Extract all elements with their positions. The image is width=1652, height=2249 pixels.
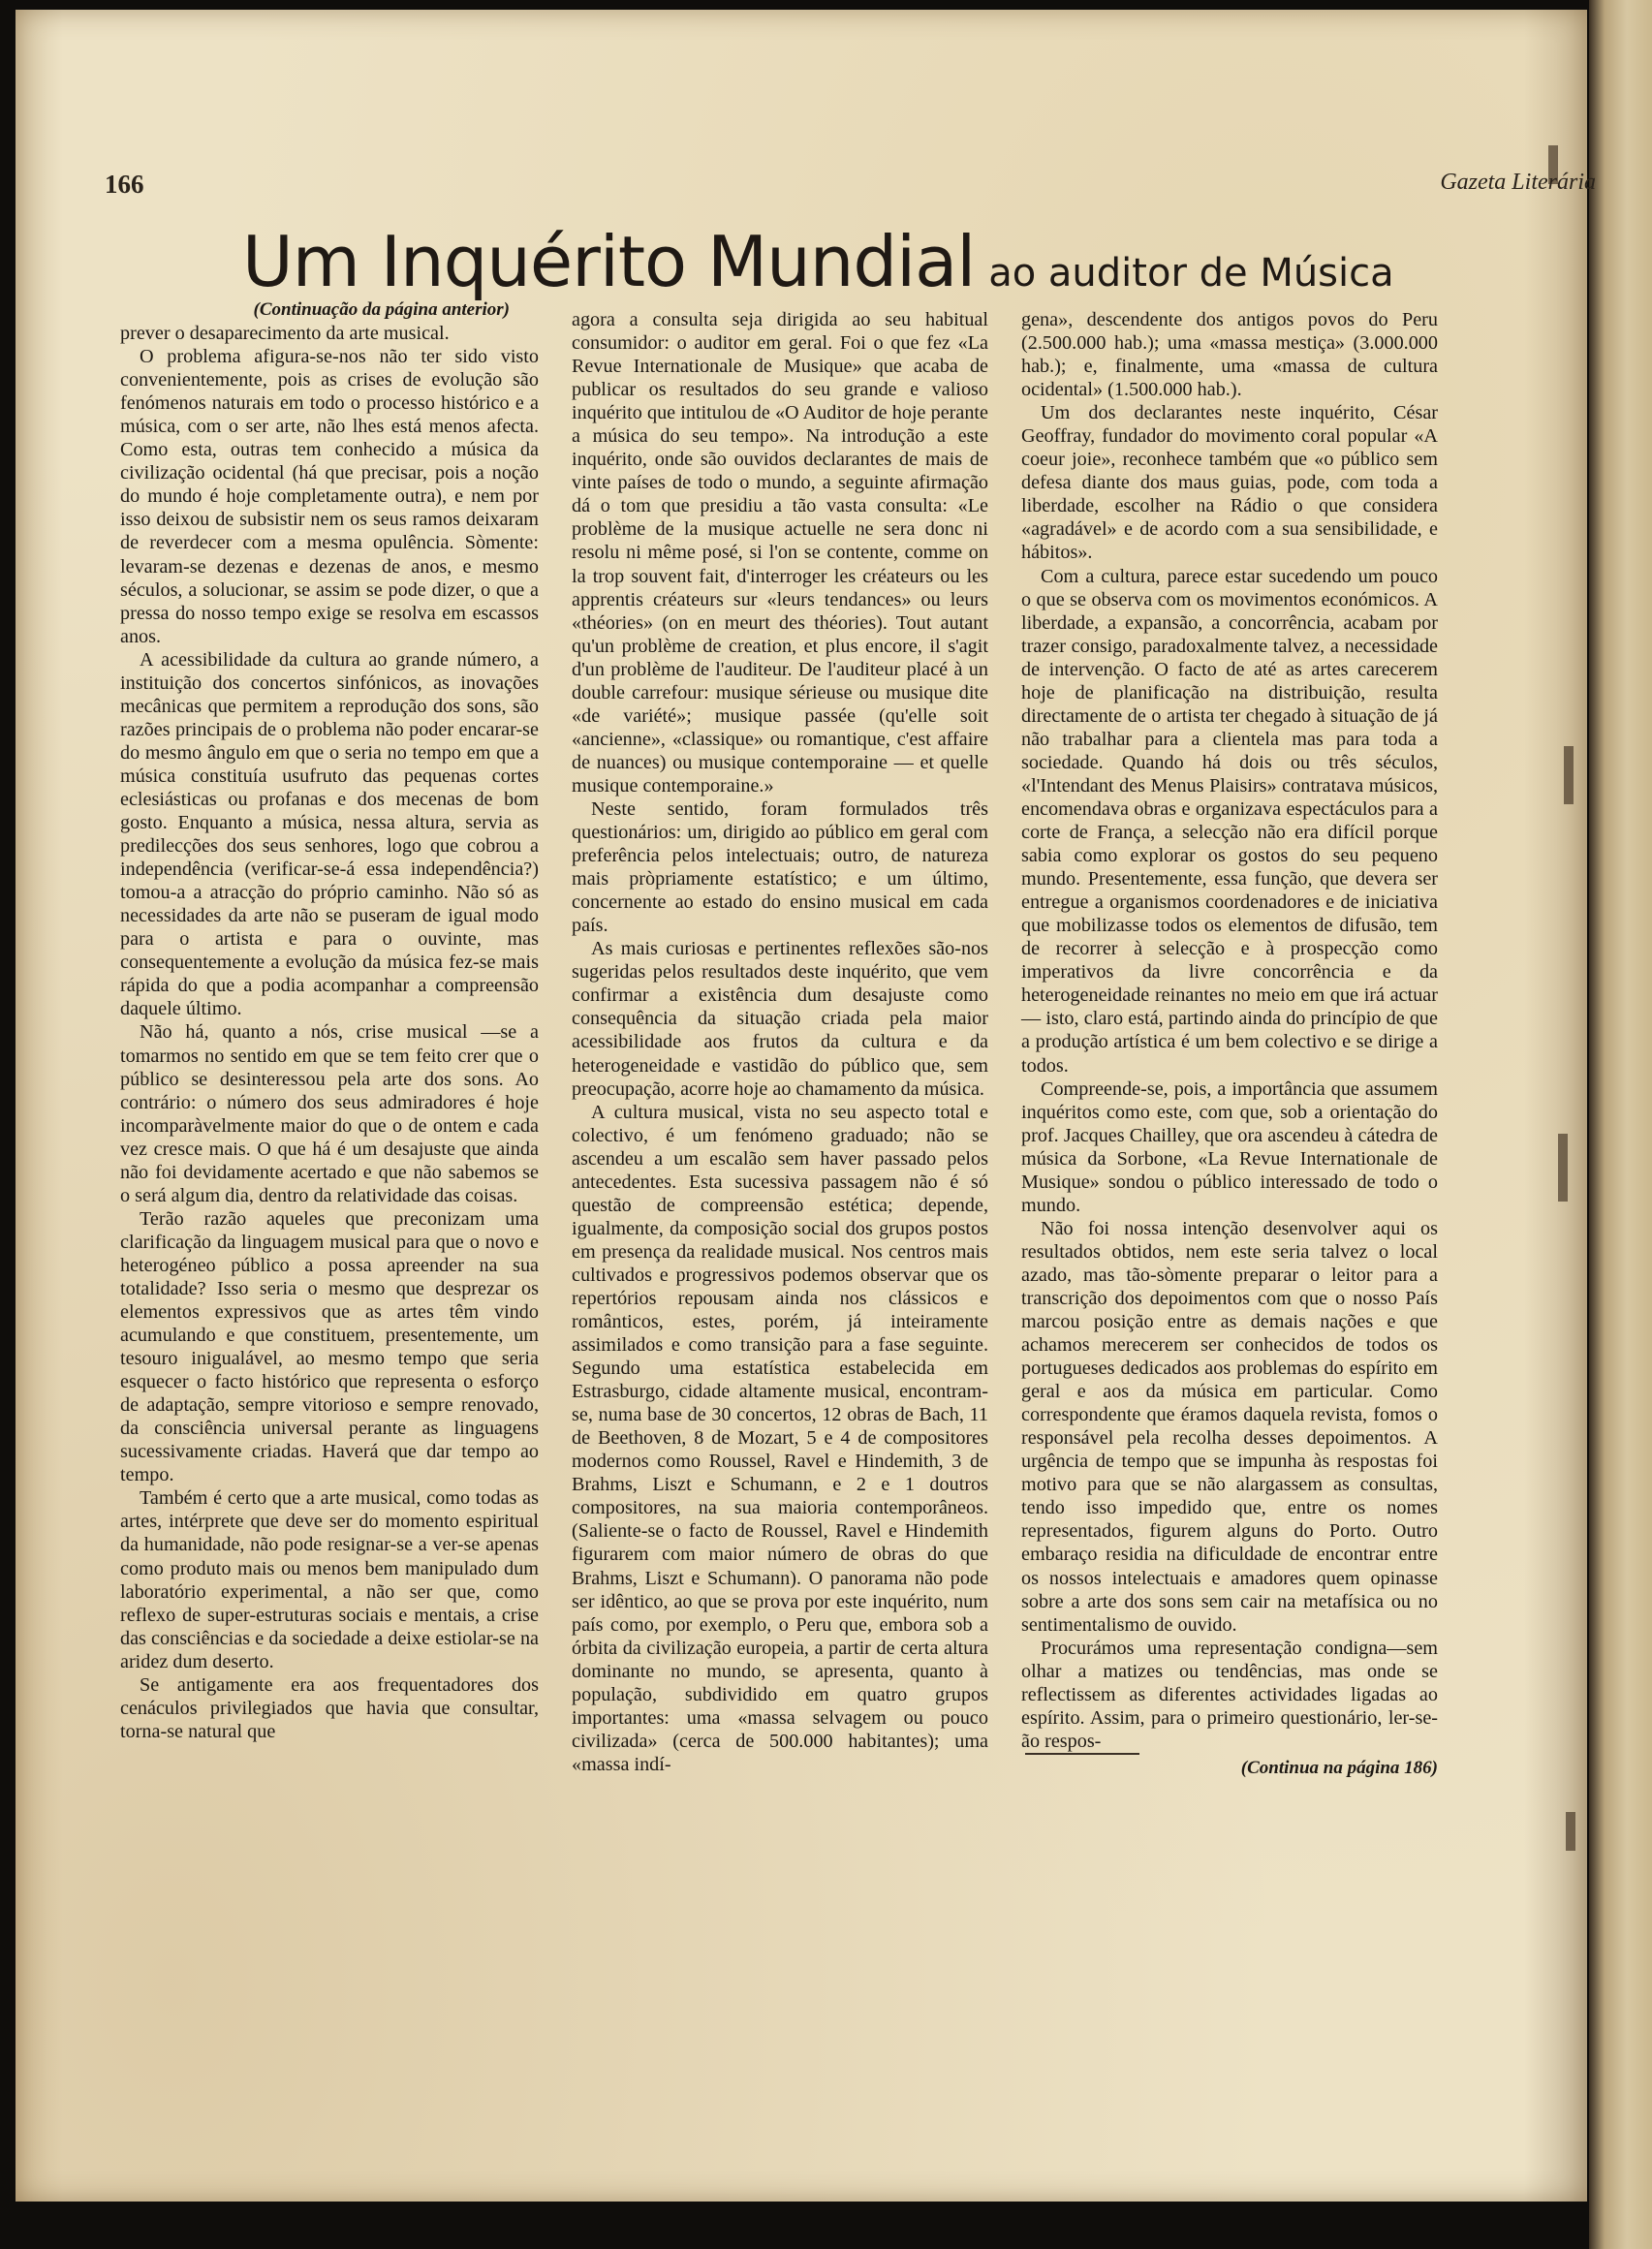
- paragraph: gena», descendente dos antigos povos do Peru (2.500.000 hab.); uma «massa mestiça» (3.000.000 hab.); e, finalmente, uma «massa de cultura ocidental» (1.500.000 hab.).: [1021, 309, 1438, 401]
- paragraph: Procurámos uma representação condigna—sem olhar a matizes ou tendências, mas onde se reflectissem as diferentes actividades ligadas ao espírito. Assim, para o primeiro questionário, ler-se-ão respos-: [1021, 1637, 1438, 1752]
- paragraph: prever o desaparecimento da arte musical.: [120, 323, 450, 345]
- page-tear: [1564, 746, 1574, 804]
- article-subtitle: ao auditor de Música: [988, 251, 1394, 296]
- publication-name: Gazeta Literária: [1440, 170, 1596, 195]
- paragraph: Se antigamente era aos frequentadores dos cenáculos privilegiados que havia que consultar, torna-se natural que: [120, 1673, 539, 1742]
- text-column-1: [120, 298, 539, 1743]
- article-title: Um Inquérito Mundial: [242, 221, 976, 302]
- paragraph: Com a cultura, parece estar sucedendo um pouco o que se observa com os movimentos económicos. A liberdade, a expansão, a concorrência, acabam por trazer consigo, paradoxalmente talvez, a necessidade de intervenção. O facto de até as artes carecerem hoje de planificação na distribuição, resulta directamente de o artista ter chegado à situação de já não trabalhar para a clientela mas para toda a sociedade. Quando há dois ou três séculos, «l'Intendant des Menus Plaisirs» contratava músicos, encomendava obras e organizava espectáculos para a corte de França, a selecção não era difícil porque sabia como explorar os gostos do seu pequeno mundo. Presentemente, essa função, que devera ser entregue a organismos coordenadores e de iniciativa que mobilizasse todos os elementos de difusão, tem de recorrer à selecção e à prospecção como imperativos da livre concorrência e da heterogeneidade reinantes no meio em que irá actuar — isto, claro está, partindo ainda do princípio de que a produção artística é um bem colectivo e se dirige a todos.: [1021, 565, 1438, 1077]
- paragraph: Um dos declarantes neste inquérito, César Geoffray, fundador do movimento coral popular «A coeur joie», reconhece também que «o público sem defesa diante dos maus guias, pode, com toda a liberdade, escolher na Rádio o que considera «agradável» e de acordo com a sua sensibilidade, e hábitos».: [1021, 402, 1438, 564]
- paragraph: Neste sentido, foram formulados três questionários: um, dirigido ao público em geral com preferência pelos intelectuais; outro, de natureza mais pròpriamente estatístico; e um último, concernente ao estado do ensino musical em cada país.: [572, 797, 988, 937]
- paragraph: Compreende-se, pois, a importância que assumem inquéritos como este, com que, sob a orientação do prof. Jacques Chailley, que ora ascendeu à cátedra de música da Sorbone, «La Revue Internationale de Musique» sondou o público interessado de todo o mundo.: [1021, 1078, 1438, 1216]
- paragraph: Também é certo que a arte musical, como todas as artes, intérprete que deve ser do momento espiritual da humanidade, não pode resignar-se a ver-se apenas como produto mais ou menos bem manipulado dum laboratório experimental, a não ser que, como reflexo de super-estruturas sociais e mentais, a crise das consciências e da sociedade a deixe estiolar-se na aridez dum deserto.: [120, 1487, 539, 1672]
- paragraph: Terão razão aqueles que preconizam uma clarificação da linguagem musical para que o novo e heterogéneo público a possa apreender na sua totalidade? Isso seria o mesmo que desprezar os elementos expressivos que as artes têm vindo acumulando e que constituem, presentemente, um tesouro inigualável, ao mesmo tempo que seria esquecer o facto histórico que representa o esforço de adaptação, sempre vitorioso e sempre renovado, da consciência universal perante as linguagens sucessivamente criadas. Haverá que dar tempo ao tempo.: [120, 1207, 539, 1486]
- paragraph: A cultura musical, vista no seu aspecto total e colectivo, é um fenómeno graduado; não se ascendeu a um escalão sem haver passado pelos antecedentes. Esta sucessiva passagem não é só questão de compreensão estética; depende, igualmente, da composição social dos grupos postos em presença da realidade musical. Nos centros mais cultivados e progressivos podemos observar que os repertórios repousam ainda nos clássicos e românticos, estes, porém, já inteiramente assimilados e como transição para a fase seguinte. Segundo uma estatística estabelecida em Estrasburgo, cidade altamente musical, encontram-se, numa base de 30 concertos, 12 obras de Bach, 11 de Beethoven, 8 de Mozart, 5 e 4 de compositores modernos como Roussel, Ravel e Hindemith, 3 de Brahms, Liszt e Schumann, e 2 e 1 doutros compositores, na sua maioria contemporâneos. (Saliente-se o facto de Roussel, Ravel e Hindemith figurarem com maior número de obras do que Brahms, Liszt e Schumann). O panorama não pode ser idêntico, ao que se prova por este inquérito, num país como, por exemplo, o Peru que, embora sob a órbita da civilização europeia, a partir de certa altura dominante no mundo, se apresenta, quanto à população, subdividido em quatro grupos importantes: uma «massa selvagem ou pouco civilizada» (cerca de 500.000 habitantes); uma «massa indí-: [572, 1101, 988, 1775]
- paragraph: Não foi nossa intenção desenvolver aqui os resultados obtidos, nem este seria talvez o local azado, mas tão-sòmente preparar o leitor para a transcrição dos depoimentos com que o nosso País marcou posição entre as demais nações e que achamos merecerem ser conhecidos de todos os portugueses dedicados aos problemas do espírito em geral e aos da música em particular. Como correspondente que éramos daquela revista, fomos o responsável pela recolha desses depoimentos. A urgência de tempo que se impunha às respostas foi motivo para que se não alargassem as consultas, tendo isso impedido que, entre os nomes representados, figurem alguns do Porto. Outro embaraço residia na dificuldade de encontrar entre os nossos intelectuais e amadores quem opinasse sobre a arte dos sons sem cair na metafísica ou no sentimentalismo de ouvido.: [1021, 1217, 1438, 1636]
- paragraph: O problema afigura-se-nos não ter sido visto convenientemente, pois as crises de evolução são fenómenos naturais em todo o processo histórico e a música, com o ser arte, não lhes está menos afecta. Como esta, outras tem conhecido a música da civilização ocidental (há que precisar, pois a noção do mundo é hoje completamente outra), e nem por isso deixou de subsistir nem os seus ramos deixaram de reverdecer com a mesma opulência. Sòmente: levaram-se dezenas e dezenas de anos, e mesmo séculos, a solucionar, se assim se pode dizer, o que a pressa do nosso tempo exige se resolva em escassos anos.: [120, 346, 539, 647]
- article-headline: [242, 221, 1394, 302]
- ink-underline: [1025, 1753, 1139, 1755]
- paragraph: As mais curiosas e pertinentes reflexões são-nos sugeridas pelos resultados deste inquérito, que vem confirmar a existência dum desajuste como consequência da situação criada pela maior acessibilidade aos frutos da cultura e da heterogeneidade e vastidão do público que, sem preocupação, acorre hoje ao chamamento da música.: [572, 938, 988, 1100]
- page-number: 166: [105, 170, 144, 199]
- page-tear: [1566, 1812, 1575, 1851]
- text-column-3: [1021, 308, 1438, 1780]
- page-tear: [1558, 1134, 1568, 1202]
- text-column-2: [572, 308, 988, 1776]
- continued-to-note: (Continua na página 186): [1240, 1757, 1438, 1778]
- adjacent-page-edge: [1589, 0, 1652, 2249]
- paragraph: A acessibilidade da cultura ao grande número, a instituição dos concertos sinfónicos, as inovações mecânicas que permitem a reprodução dos sons, são razões principais de o problema não poder encarar-se do mesmo ângulo em que o seria no tempo em que a música constituía usufruto das pequenas cortes eclesiásticas ou profanas e dos mecenas de bom gosto. Enquanto a música, nessa altura, servia as predilecções dos seus senhores, logo que cobrou a independência (verificar-se-á essa independência?) tomou-a a atracção do próprio caminho. Não só as necessidades da arte não se puseram de igual modo para o artista e para o ouvinte, mas consequentemente a evolução da música fez-se mais rápida do que a podia acompanhar a compreensão daquele último.: [120, 648, 539, 1020]
- continued-from-note: (Continuação da página anterior): [253, 299, 510, 320]
- paragraph: agora a consulta seja dirigida ao seu habitual consumidor: o auditor em geral. Foi o que fez «La Revue Internationale de Musique» que acaba de publicar os resultados do seu grande e valioso inquérito que intitulou de «O Auditor de hoje perante a música do seu tempo». Na introdução a este inquérito, onde são ouvidos declarantes de mais de vinte países de todo o mundo, a seguinte afirmação dá o tom que presidiu a tão vasta consulta: «Le problème de la musique actuelle ne sera donc ni resolu ni même posé, si l'on se contente, comme on la trop souvent fait, d'interroger les créateurs ou les apprentis créateurs sur «leurs tendances» ou leurs «théories» (on en meurt des théories). Tout autant qu'un problème de creation, et plus encore, il s'agit d'un problème de l'auditeur. De l'auditeur placé à un double carrefour: musique sérieuse ou musique dite «de variété»; musique passée (qu'elle soit «ancienne», «classique» ou romantique, c'est affaire de nuances) ou musique contemporaine — et quelle musique contemporaine.»: [572, 309, 988, 797]
- paragraph: Não há, quanto a nós, crise musical —se a tomarmos no sentido em que se tem feito crer que o público se desinteressou pela arte dos sons. Ao contrário: o número dos seus admiradores é hoje incomparàvelmente maior do que o de ontem e cada vez cresce mais. O que há é um desajuste que ainda não foi devidamente acertado e que não sabemos se o será algum dia, dentro da relatividade das coisas.: [120, 1021, 539, 1206]
